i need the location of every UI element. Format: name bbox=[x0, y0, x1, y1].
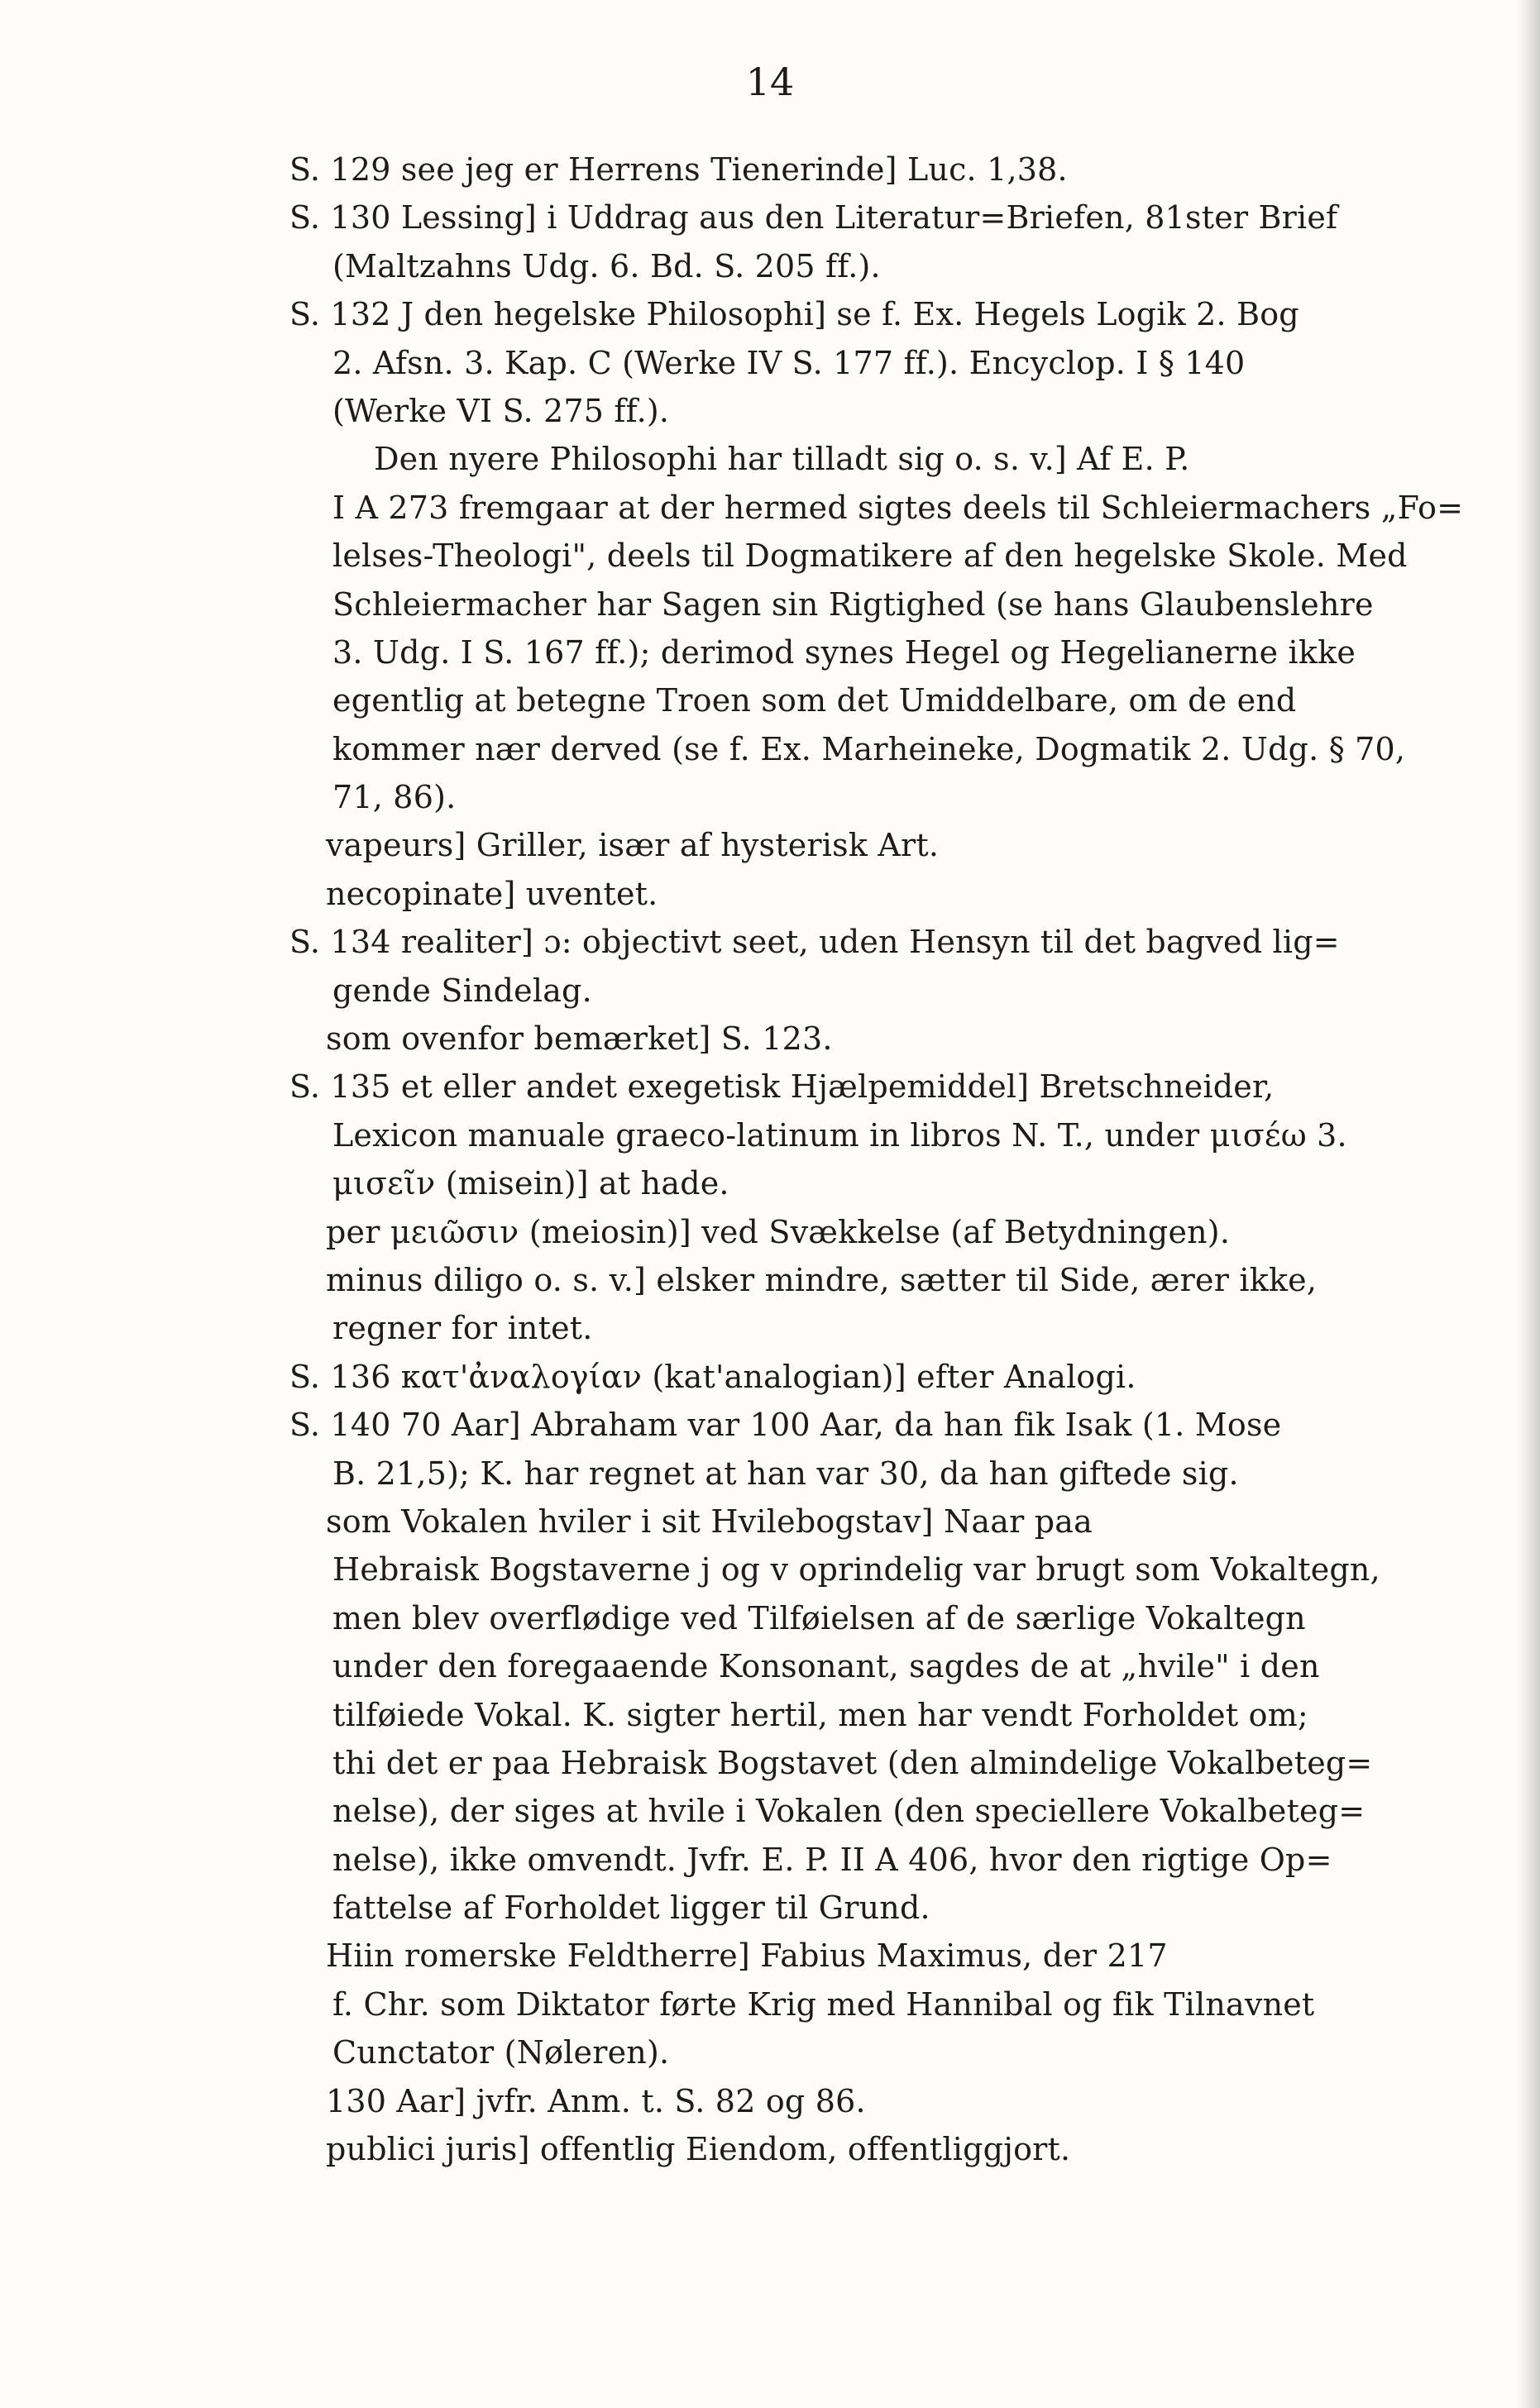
text-line: tilføiede Vokal. K. sigter hertil, men har vendt Forholdet om; bbox=[332, 1696, 1308, 1733]
text-line: 2. Afsn. 3. Kap. C (Werke IV S. 177 ff.). Encyclop. I § 140 bbox=[332, 344, 1246, 381]
text-line: under den foregaaende Konsonant, sagdes de at „hvile" i den bbox=[332, 1648, 1320, 1685]
text-line: f. Chr. som Diktator førte Krig med Hannibal og fik Tilnavnet bbox=[332, 1985, 1315, 2023]
commentary-text bbox=[289, 146, 1480, 2173]
text-line: S. 140 70 Aar] Abraham var 100 Aar, da han fik Isak (1. Mose bbox=[289, 1407, 1282, 1444]
text-line: som Vokalen hviler i sit Hvilebogstav] Naar paa bbox=[326, 1503, 1093, 1540]
text-line: per μειῶσιν (meiosin)] ved Svækkelse (af Betydningen). bbox=[326, 1213, 1231, 1250]
text-line: (Maltzahns Udg. 6. Bd. S. 205 ff.). bbox=[332, 247, 881, 284]
text-line: S. 129 see jeg er Herrens Tienerinde] Luc. 1,38. bbox=[289, 151, 1068, 188]
text-line: S. 135 et eller andet exegetisk Hjælpemiddel] Bretschneider, bbox=[289, 1068, 1275, 1106]
text-line: kommer nær derved (se f. Ex. Marheineke, Dogmatik 2. Udg. § 70, bbox=[332, 730, 1406, 767]
text-line: egentlig at betegne Troen som det Umiddelbare, om de end bbox=[332, 682, 1297, 719]
text-line: μισεῖν (misein)] at hade. bbox=[332, 1165, 729, 1202]
text-line: Cunctator (Nøleren). bbox=[332, 2034, 670, 2071]
text-line: vapeurs] Griller, især af hysterisk Art. bbox=[326, 827, 940, 864]
text-line: regner for intet. bbox=[332, 1310, 593, 1347]
page-edge-shadow bbox=[1515, 0, 1540, 2408]
text-line: S. 130 Lessing] i Uddrag aus den Literatur=Briefen, 81ster Brief bbox=[289, 199, 1338, 236]
text-line: 71, 86). bbox=[332, 779, 457, 816]
text-line: S. 134 realiter] ɔ: objectivt seet, uden Hensyn til det bagved lig= bbox=[289, 924, 1340, 961]
text-line: publici juris] offentlig Eiendom, offentliggjort. bbox=[326, 2131, 1071, 2168]
text-line: necopinate] uventet. bbox=[326, 875, 658, 912]
text-line: B. 21,5); K. har regnet at han var 30, da han giftede sig. bbox=[332, 1455, 1239, 1492]
text-line: 3. Udg. I S. 167 ff.); derimod synes Hegel og Hegelianerne ikke bbox=[332, 633, 1356, 671]
text-line: S. 136 κατ'ἀναλογίαν (kat'analogian)] efter Analogi. bbox=[289, 1358, 1136, 1395]
text-line: Schleiermacher har Sagen sin Rigtighed (se hans Glaubenslehre bbox=[332, 585, 1374, 623]
text-line: nelse), der siges at hvile i Vokalen (den speciellere Vokalbeteg= bbox=[332, 1793, 1365, 1830]
text-line: Hebraisk Bogstaverne j og v oprindelig var brugt som Vokaltegn, bbox=[332, 1551, 1380, 1589]
text-line: gende Sindelag. bbox=[332, 972, 592, 1009]
text-line: lelses-Theologi", deels til Dogmatikere af den hegelske Skole. Med bbox=[332, 538, 1408, 575]
text-line: I A 273 fremgaar at der hermed sigtes deels til Schleiermachers „Fo= bbox=[332, 489, 1464, 526]
page-number: 14 bbox=[745, 60, 795, 104]
text-line: Den nyere Philosophi har tilladt sig o. s. v.] Af E. P. bbox=[374, 441, 1190, 478]
text-line: Hiin romerske Feldtherre] Fabius Maximus, der 217 bbox=[326, 1937, 1168, 1975]
text-line: thi det er paa Hebraisk Bogstavet (den almindelige Vokalbeteg= bbox=[332, 1744, 1373, 1781]
text-line: S. 132 J den hegelske Philosophi] se f. Ex. Hegels Logik 2. Bog bbox=[289, 296, 1299, 333]
text-line: fattelse af Forholdet ligger til Grund. bbox=[332, 1890, 930, 1927]
text-line: 130 Aar] jvfr. Anm. t. S. 82 og 86. bbox=[326, 2082, 866, 2119]
text-line: men blev overflødige ved Tilføielsen af de særlige Vokaltegn bbox=[332, 1599, 1306, 1636]
text-line: nelse), ikke omvendt. Jvfr. E. P. II A 406, hvor den rigtige Op= bbox=[332, 1841, 1332, 1878]
text-line: (Werke VI S. 275 ff.). bbox=[332, 392, 670, 429]
text-line: som ovenfor bemærket] S. 123. bbox=[326, 1020, 833, 1058]
text-line: Lexicon manuale graeco-latinum in libros N. T., under μισέω 3. bbox=[332, 1116, 1347, 1154]
text-line: minus diligo o. s. v.] elsker mindre, sætter til Side, ærer ikke, bbox=[326, 1261, 1318, 1298]
